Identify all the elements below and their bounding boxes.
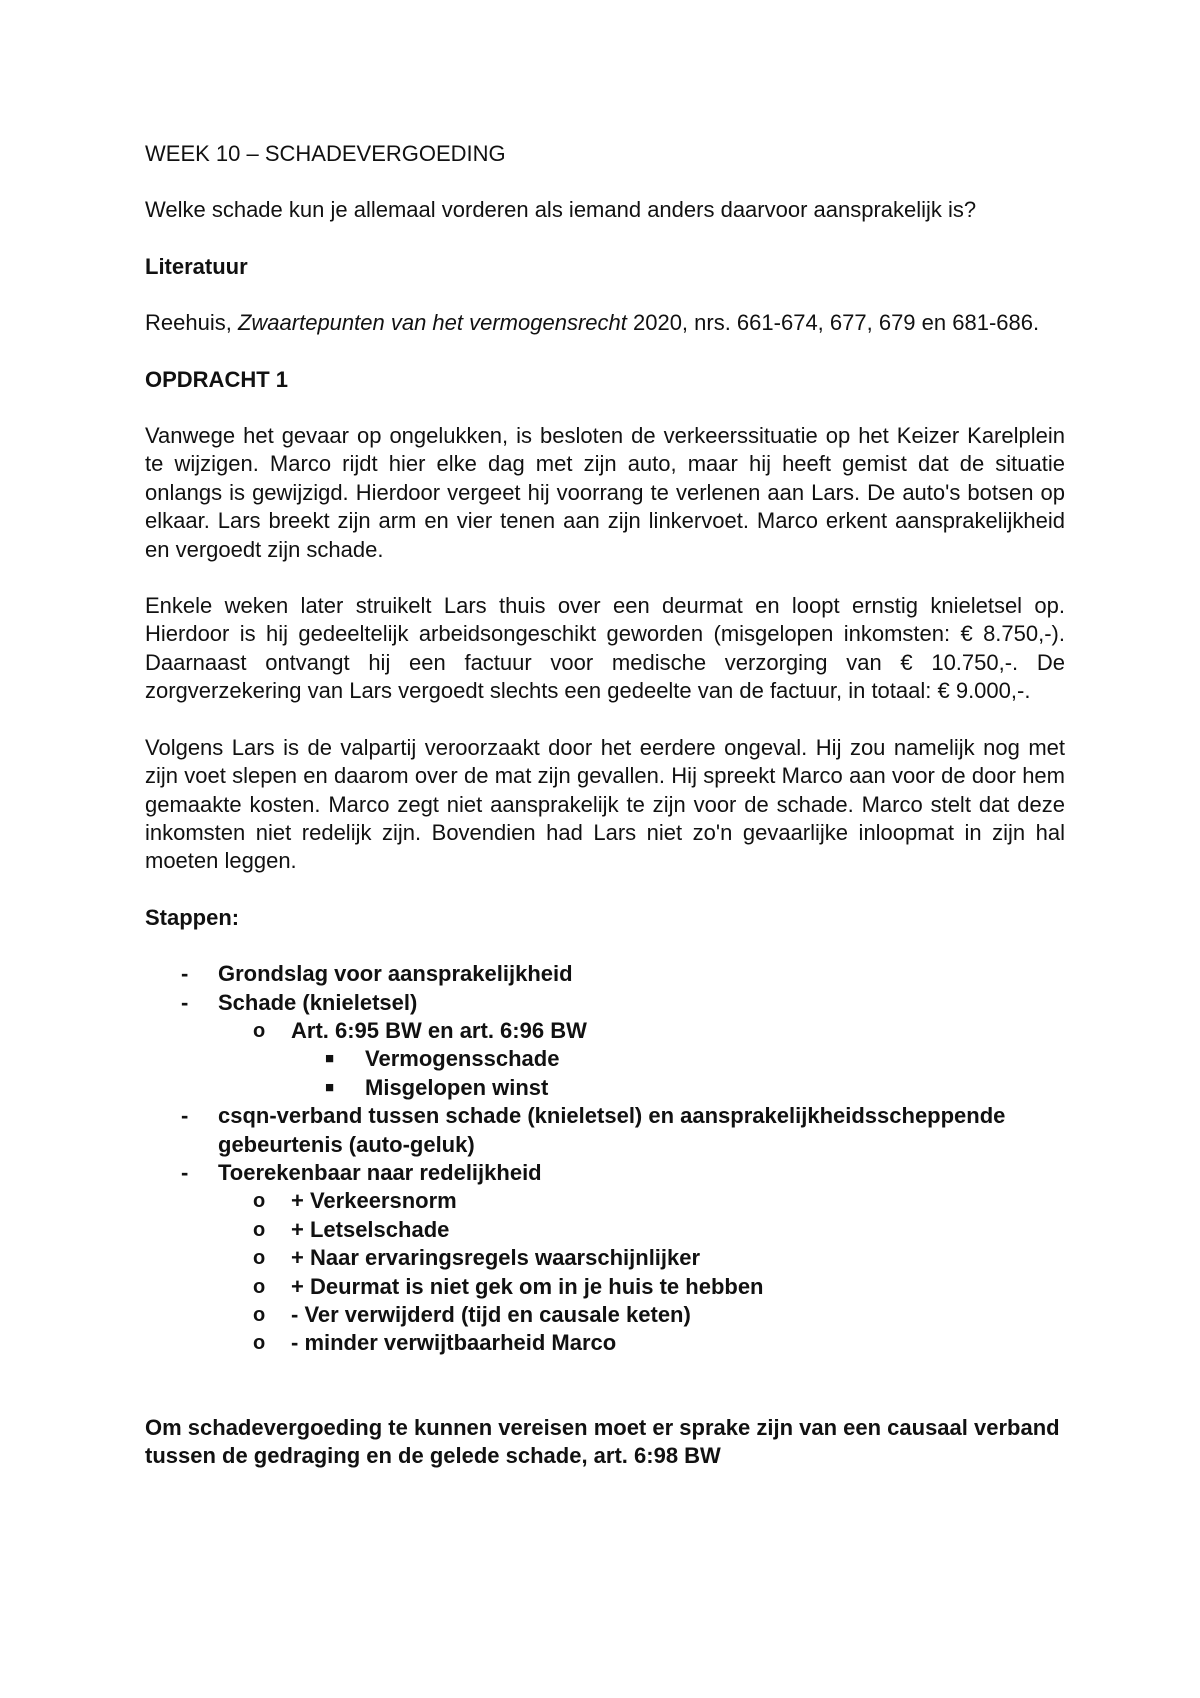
step-item-text: + Letselschade [291, 1216, 450, 1242]
literature-author: Reehuis, [145, 310, 232, 336]
list-marker: ■ [325, 1078, 335, 1096]
list-marker: - [181, 989, 189, 1015]
step-item-text: Toerekenbaar naar redelijkheid [218, 1159, 542, 1185]
assignment-paragraph: Volgens Lars is de valpartij veroorzaakt door het eerdere ongeval. Hij zou namelijk nog met zijn voet slepen en daarom over de mat zijn gevallen. Hij spreekt Marco aan voor de door hem gemaakte kosten. Marco zegt niet aansprakelijk te zijn voor de schade. Marco stelt dat deze inkomsten niet redelijk zijn. Bovendien had Lars niet zo'n gevaarlijke inloopmat in zijn hal moeten leggen. [145, 734, 1065, 874]
step-item-level-2 [145, 1017, 1065, 1045]
step-item-level-1 [145, 989, 1065, 1017]
list-marker: o [253, 1019, 266, 1042]
step-item-text: csqn-verband tussen schade (knieletsel) en aansprakelijkheidsscheppende gebeurtenis (auto-geluk) [218, 1103, 1006, 1157]
step-item-level-1 [145, 1159, 1065, 1187]
step-item-level-1 [145, 960, 1065, 988]
document-page [145, 140, 1065, 1471]
step-item-level-2 [145, 1301, 1065, 1329]
list-marker: o [253, 1332, 266, 1355]
step-item-text: + Naar ervaringsregels waarschijnlijker [291, 1245, 701, 1271]
step-item-level-1 [145, 1102, 1065, 1159]
conclusion-text: Om schadevergoeding te kunnen vereisen moet er sprake zijn van een causaal verband tussen de gedraging en de gelede schade, art. 6:98 BW [145, 1414, 1060, 1469]
list-marker: o [253, 1190, 266, 1213]
list-marker: o [253, 1275, 266, 1298]
literature-details: 2020, nrs. 661-674, 677, 679 en 681-686. [632, 310, 1040, 336]
step-item-text: Vermogensschade [365, 1046, 560, 1072]
list-marker: o [253, 1304, 266, 1326]
list-marker: ■ [325, 1050, 335, 1068]
step-item-text: Schade (knieletsel) [218, 989, 418, 1015]
assignment-heading: OPDRACHT 1 [145, 366, 289, 392]
list-marker: o [253, 1218, 266, 1241]
step-item-text: + Verkeersnorm [291, 1188, 457, 1214]
intro-question: Welke schade kun je allemaal vorderen als iemand anders daarvoor aansprakelijk is? [145, 197, 977, 223]
step-item-text: Misgelopen winst [365, 1074, 549, 1100]
literature-heading: Literatuur [145, 253, 248, 279]
step-item-text: Art. 6:95 BW en art. 6:96 BW [291, 1017, 587, 1043]
step-item-text: Grondslag voor aansprakelijkheid [218, 961, 573, 987]
list-marker: o [253, 1247, 266, 1270]
step-item-text: - minder verwijtbaarheid Marco [291, 1330, 617, 1356]
step-item-level-2 [145, 1216, 1065, 1244]
document-title: WEEK 10 – SCHADEVERGOEDING [145, 141, 506, 166]
step-item-level-3 [145, 1074, 1065, 1102]
steps-heading: Stappen: [145, 904, 240, 930]
list-marker: - [181, 961, 189, 987]
step-item-level-2 [145, 1187, 1065, 1215]
literature-reference [145, 309, 1065, 337]
step-item-level-2 [145, 1329, 1065, 1357]
step-item-level-3 [145, 1045, 1065, 1073]
assignment-paragraph: Enkele weken later struikelt Lars thuis over een deurmat en loopt ernstig knieletsel op. Hierdoor is hij gedeeltelijk arbeidsongeschikt geworden (misgelopen inkomsten: € 8.750,-). Daarnaast ontvangt hij een factuur voor medische verzorging van € 10.750,-. De zorgverzekering van Lars vergoedt slechts een gedeelte van de factuur, in totaal: € 9.000,-. [145, 593, 1065, 704]
step-item-text: - Ver verwijderd (tijd en causale keten) [291, 1302, 691, 1327]
step-item-level-2 [145, 1273, 1065, 1301]
list-marker: - [181, 1159, 189, 1185]
steps-list [145, 960, 1065, 1358]
step-item-text: + Deurmat is niet gek om in je huis te hebben [291, 1273, 764, 1299]
literature-book-title: Zwaartepunten van het vermogensrecht [237, 310, 627, 336]
assignment-paragraph: Vanwege het gevaar op ongelukken, is besloten de verkeerssituatie op het Keizer Karelplein te wijzigen. Marco rijdt hier elke dag met zijn auto, maar hij heeft gemist dat de situatie onlangs is gewijzigd. Hierdoor vergeet hij voorrang te verlenen aan Lars. De auto's botsen op elkaar. Lars breekt zijn arm en vier tenen aan zijn linkervoet. Marco erkent aansprakelijkheid en vergoedt zijn schade. [145, 423, 1065, 562]
step-item-level-2 [145, 1244, 1065, 1272]
list-marker: - [181, 1103, 189, 1129]
